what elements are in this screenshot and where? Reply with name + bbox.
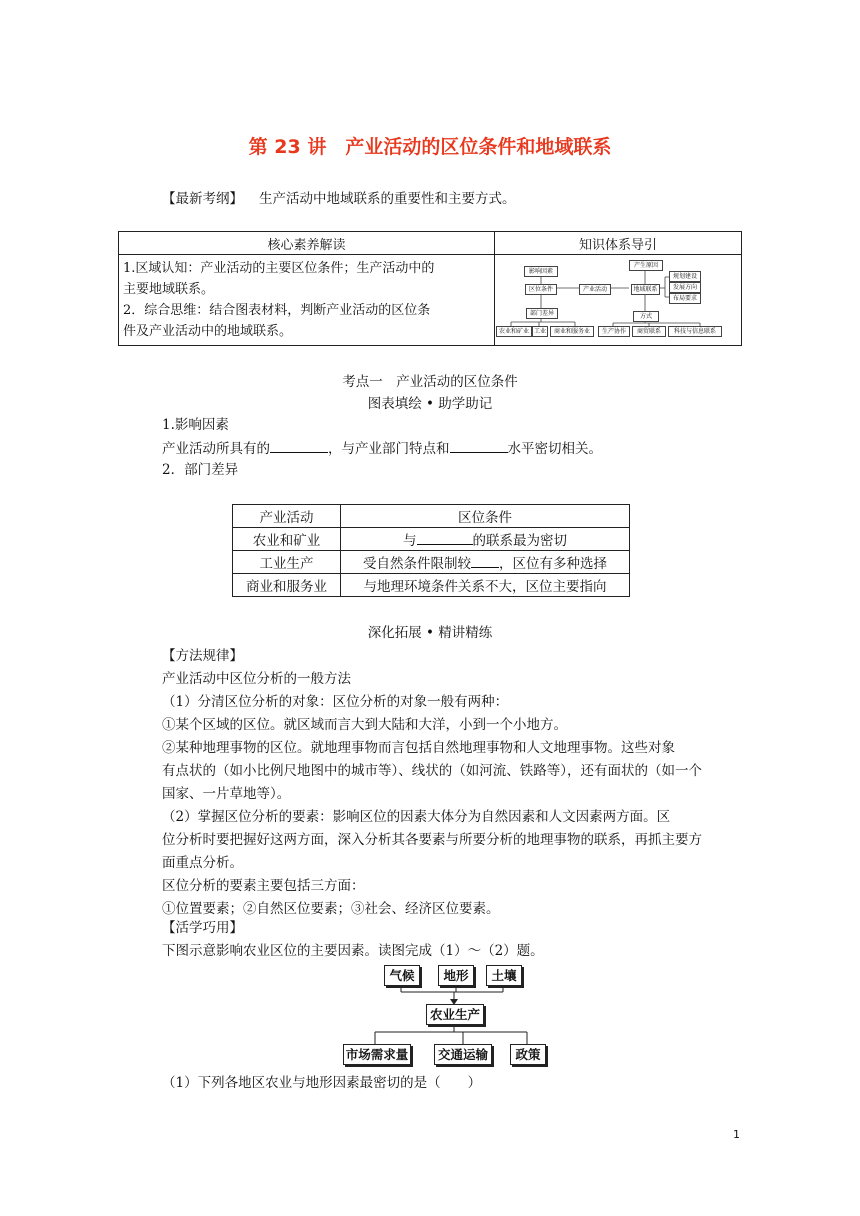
blank-1 bbox=[270, 438, 328, 453]
section2-title: 深化拓展 • 精讲精练 bbox=[367, 625, 493, 641]
core-table-header-1: 核心素养解读 bbox=[119, 232, 495, 255]
method-line: （1）分清区位分析的对象：区位分析的对象一般有两种： bbox=[162, 694, 509, 710]
method-line: （2）掌握区位分析的要素：影响区位的因素大体分为自然因素和人文因素两方面。区 bbox=[162, 809, 671, 825]
dept-row-name: 工业生产 bbox=[233, 551, 341, 574]
factors-text-a: 产业活动所具有的 bbox=[162, 441, 270, 457]
diff-heading: 2．部门差异 bbox=[162, 462, 239, 478]
factors-line bbox=[162, 438, 602, 459]
dept-row-condition: 与地理环境条件关系不大，区位主要指向 bbox=[341, 574, 630, 597]
method-line: 位分析时要把握好这两方面，深入分析其各要素与所要分析的地理事物的联系，再抓主要方 bbox=[162, 832, 702, 848]
map-node-ind: 工业 bbox=[533, 328, 546, 335]
map-node-direction: 发展方向 bbox=[669, 282, 701, 293]
agri-factor-diagram bbox=[340, 962, 550, 1068]
core-item-1b: 主要地域联系。 bbox=[123, 282, 215, 297]
map-node-influence: 影响因素 bbox=[524, 266, 558, 277]
map-node-coop: 生产协作 bbox=[598, 326, 630, 337]
dept-row-name: 农业和矿业 bbox=[233, 528, 341, 551]
dept-row-name: 商业和服务业 bbox=[233, 574, 341, 597]
knowledge-map bbox=[495, 255, 741, 345]
factor-policy: 政策 bbox=[510, 1044, 546, 1065]
method-line: ①位置要素；②自然区位要素；③社会、经济区位要素。 bbox=[162, 901, 500, 917]
practice-intro: 下图示意影响农业区位的主要因素。读图完成（1）～（2）题。 bbox=[162, 943, 544, 959]
page-title: 第 23 讲 产业活动的区位条件和地域联系 bbox=[248, 136, 612, 158]
dept-row-condition: 与 的联系最为密切 bbox=[341, 528, 630, 551]
map-node-plan: 规划建设 bbox=[669, 271, 701, 282]
knowledge-map-cell bbox=[495, 255, 742, 346]
section1-title: 考点一 产业活动的区位条件 bbox=[342, 374, 518, 390]
map-node-industry: 产业活动 bbox=[579, 284, 611, 295]
map-node-dept: 部门差异 bbox=[526, 308, 558, 319]
map-node-agri: 农业和矿业 bbox=[496, 326, 532, 337]
page-number: 1 bbox=[733, 1128, 740, 1141]
core-table bbox=[118, 231, 742, 346]
method-line: ①某个区域的区位。就区域而言大到大陆和大洋，小到一个小地方。 bbox=[162, 717, 567, 733]
factor-climate: 气候 bbox=[384, 965, 420, 986]
factors-text-c: 水平密切相关。 bbox=[507, 441, 602, 457]
factors-text-b: ，与产业部门特点和 bbox=[328, 441, 450, 457]
map-node-comm: 商业和服务业 bbox=[550, 326, 594, 337]
factor-soil: 土壤 bbox=[486, 965, 522, 986]
method-line: 区位分析的要素主要包括三方面： bbox=[162, 878, 365, 894]
map-node-origin: 产生原因 bbox=[629, 260, 663, 271]
factor-market-demand: 市场需求量 bbox=[343, 1044, 411, 1065]
practice-label: 【活学巧用】 bbox=[162, 920, 243, 936]
map-node-trade: 商贸联系 bbox=[632, 326, 666, 337]
method-label: 【方法规律】 bbox=[162, 648, 243, 664]
factor-transport: 交通运输 bbox=[434, 1044, 492, 1065]
factor-terrain: 地形 bbox=[438, 965, 474, 986]
dept-table bbox=[232, 504, 630, 597]
blank-2 bbox=[450, 438, 508, 453]
method-line: 有点状的（如小比例尺地图中的城市等）、线状的（如河流、铁路等），还有面状的（如一个 bbox=[162, 763, 702, 779]
outline-label: 【最新考纲】 bbox=[162, 191, 243, 207]
map-node-regional: 地域联系 bbox=[631, 284, 660, 295]
factors-heading: 1.影响因素 bbox=[162, 417, 229, 433]
agri-production-node: 农业生产 bbox=[426, 1004, 484, 1025]
method-line: 国家、一片草地等）。 bbox=[162, 786, 291, 802]
dept-col-location: 区位条件 bbox=[341, 505, 630, 528]
section1-subtitle: 图表填绘 • 助学助记 bbox=[367, 396, 493, 412]
core-table-header-2: 知识体系导引 bbox=[495, 232, 742, 255]
core-item-1a: 1.区域认知：产业活动的主要区位条件；生产活动中的 bbox=[123, 261, 435, 276]
dept-row-condition: 受自然条件限制较 ，区位有多种选择 bbox=[341, 551, 630, 574]
map-node-tech: 科技与信息联系 bbox=[668, 326, 722, 337]
core-item-2b: 件及产业活动中的地域联系。 bbox=[123, 324, 293, 339]
outline-line bbox=[162, 189, 516, 209]
method-line: ②某种地理事物的区位。就地理事物而言包括自然地理事物和人文地理事物。这些对象 bbox=[162, 740, 675, 756]
core-literacy-cell bbox=[119, 255, 495, 346]
blank-4 bbox=[471, 553, 499, 568]
outline-text: 生产活动中地域联系的重要性和主要方式。 bbox=[259, 191, 516, 207]
blank-3 bbox=[417, 530, 473, 545]
map-node-mode: 方式 bbox=[633, 311, 659, 322]
method-line: 产业活动中区位分析的一般方法 bbox=[162, 671, 351, 687]
map-node-layout: 布局要求 bbox=[669, 293, 701, 304]
map-node-location: 区位条件 bbox=[525, 284, 557, 295]
method-line: 面重点分析。 bbox=[162, 855, 243, 871]
question-1: （1）下列各地区农业与地形因素最密切的是（ ） bbox=[162, 1075, 482, 1091]
core-item-2a: 2．综合思维：结合图表材料，判断产业活动的区位条 bbox=[123, 303, 431, 318]
dept-col-activity: 产业活动 bbox=[233, 505, 341, 528]
